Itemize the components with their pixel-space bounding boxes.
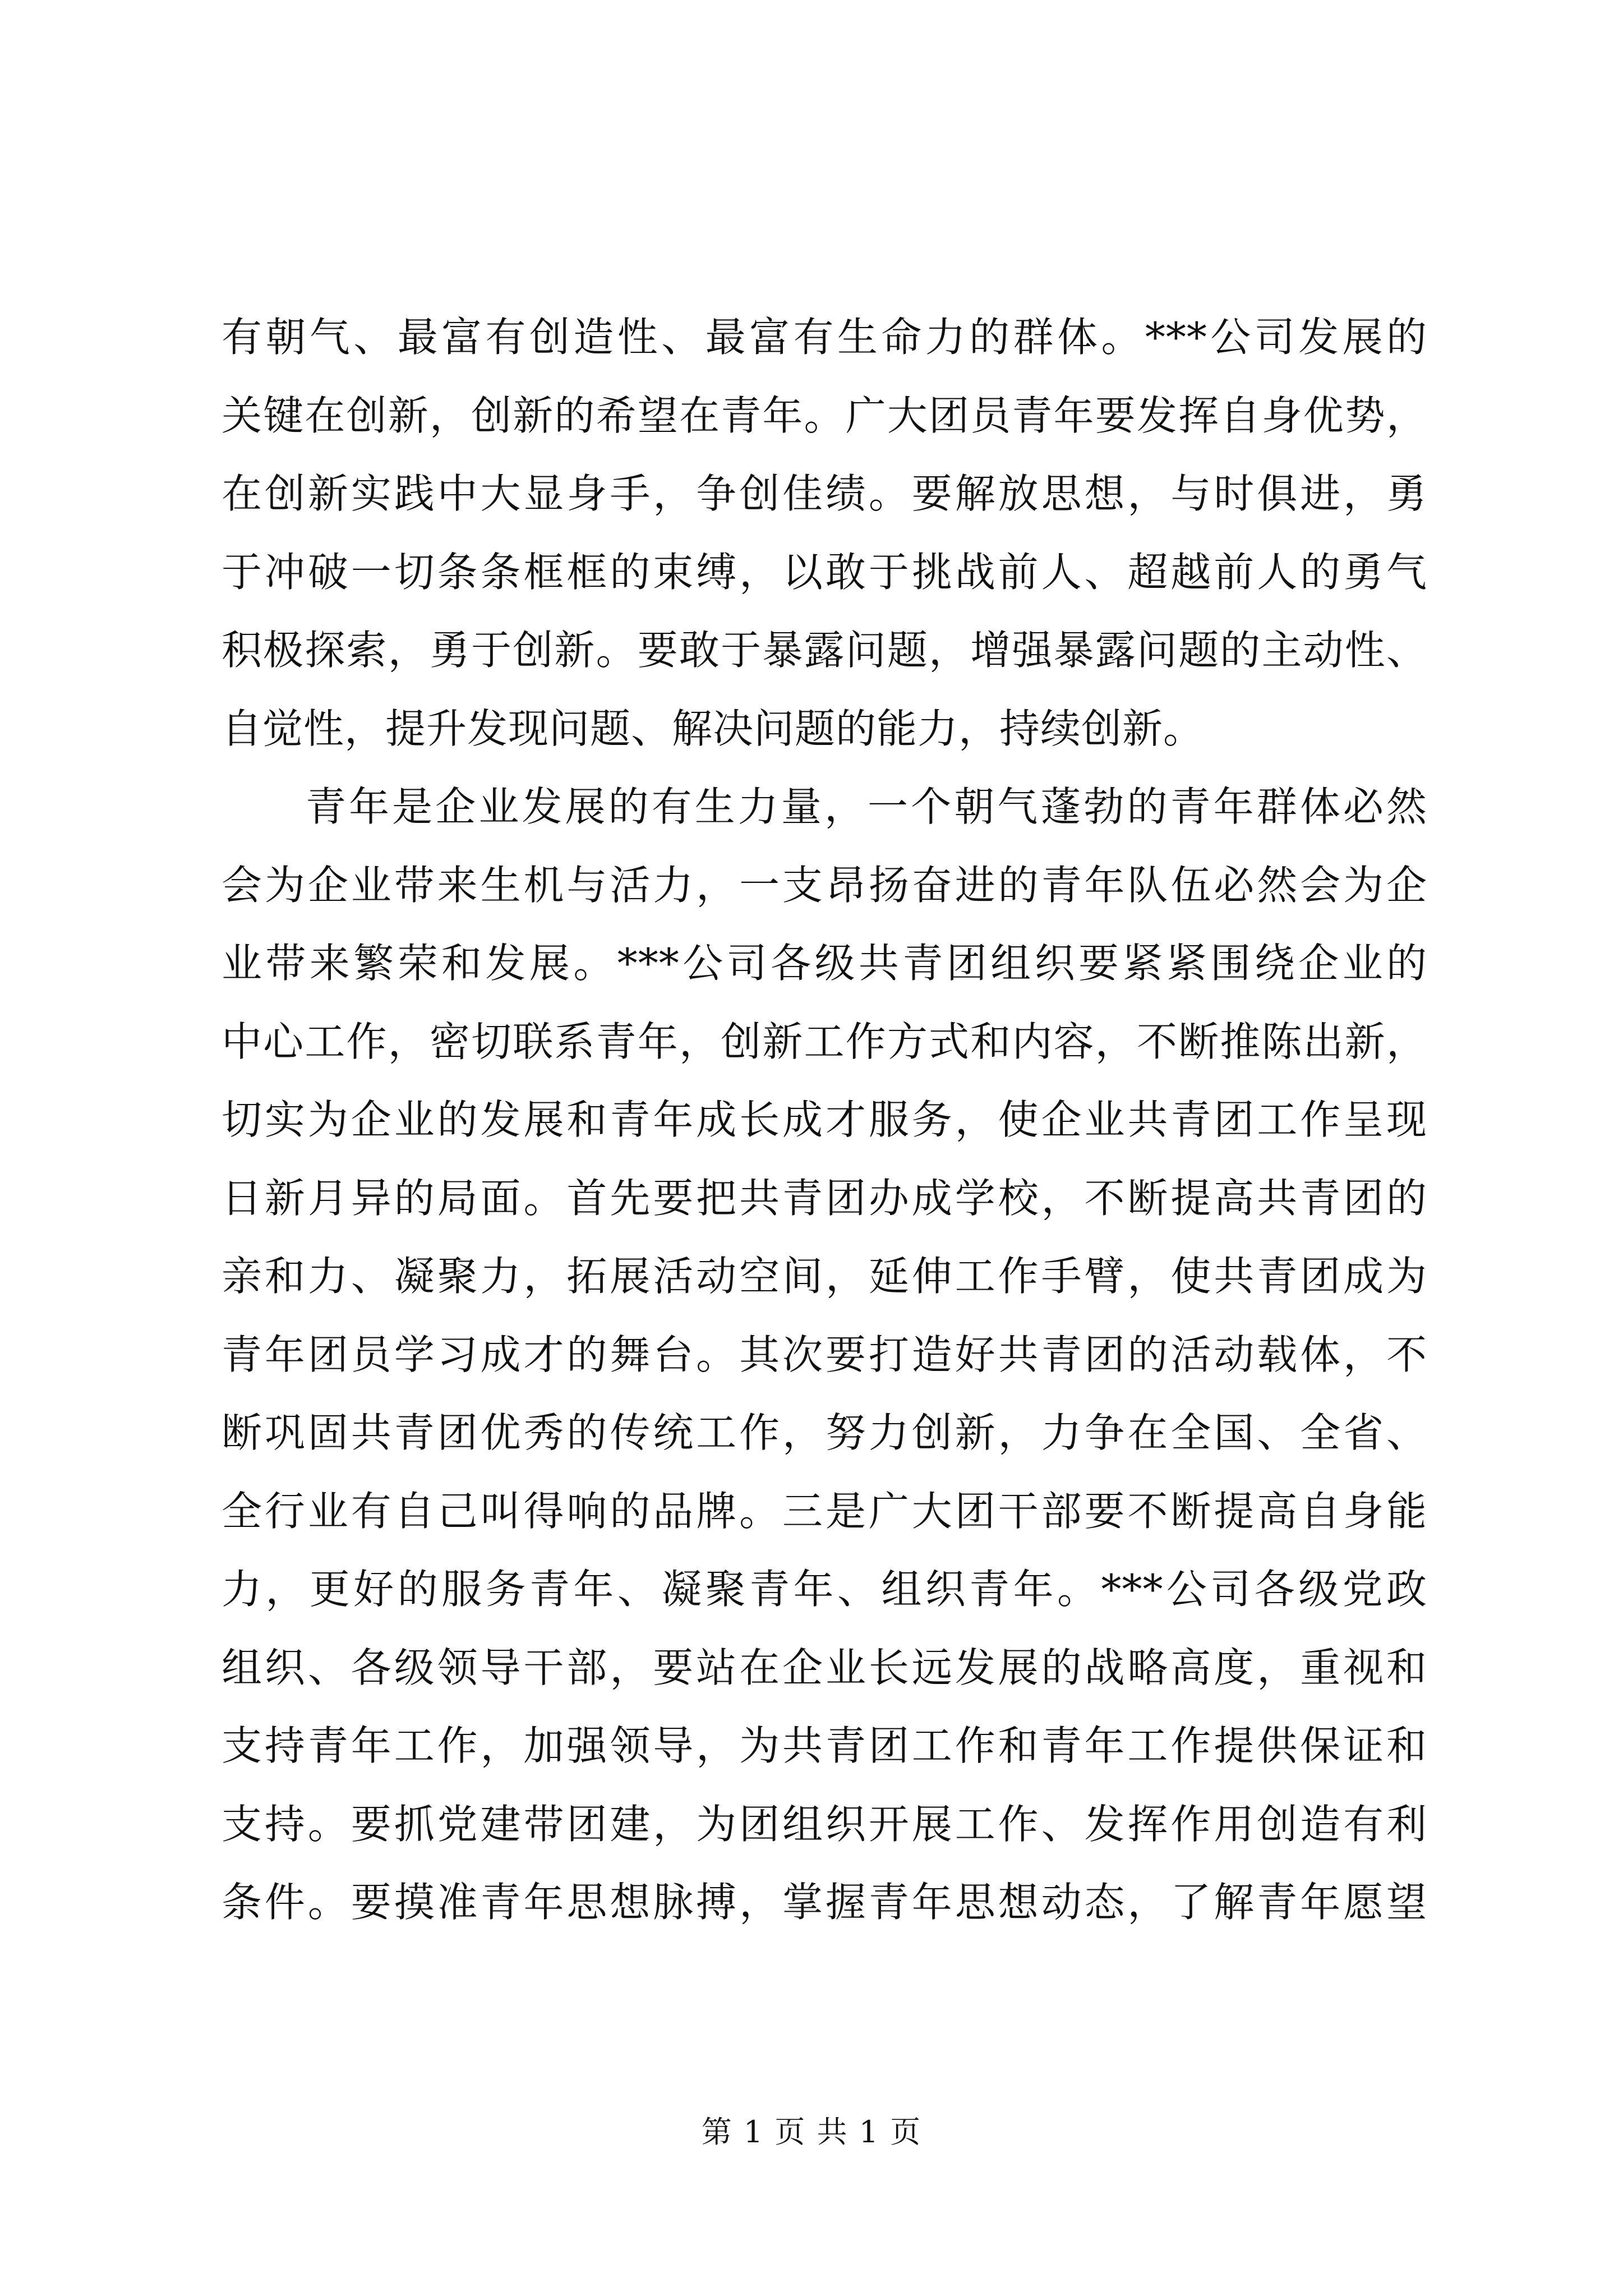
text-line: 青年是企业发展的有生力量，一个朝气蓬勃的青年群体必然 (306, 783, 1427, 830)
text-line: 亲和力、凝聚力，拓展活动空间，延伸工作手臂，使共青团成为 (222, 1253, 1427, 1300)
text-line: 切实为企业的发展和青年成长成才服务，使企业共青团工作呈现 (222, 1096, 1427, 1143)
text-line: 业带来繁荣和发展。***公司各级共青团组织要紧紧围绕企业的 (222, 940, 1427, 987)
paragraph-2 (222, 768, 1427, 1942)
text-line: 关键在创新，创新的希望在青年。广大团员青年要发挥自身优势， (222, 392, 1427, 439)
document-body (222, 298, 1427, 1942)
text-line: 在创新实践中大显身手，争创佳绩。要解放思想，与时俱进，勇 (222, 470, 1427, 517)
text-line: 全行业有自己叫得响的品牌。三是广大团干部要不断提高自身能 (222, 1487, 1427, 1535)
text-line: 支持青年工作，加强领导，为共青团工作和青年工作提供保证和 (222, 1722, 1427, 1769)
page-footer (0, 2108, 1623, 2151)
text-line: 青年团员学习成才的舞台。其次要打造好共青团的活动载体，不 (222, 1331, 1427, 1378)
text-line: 中心工作，密切联系青年，创新工作方式和内容，不断推陈出新， (222, 1018, 1427, 1065)
text-line: 条件。要摸准青年思想脉搏，掌握青年思想动态，了解青年愿望 (222, 1879, 1427, 1926)
text-line: 组织、各级领导干部，要站在企业长远发展的战略高度，重视和 (222, 1644, 1427, 1691)
text-line: 日新月异的局面。首先要把共青团办成学校，不断提高共青团的 (222, 1174, 1427, 1222)
text-line: 会为企业带来生机与活力，一支昂扬奋进的青年队伍必然会为企 (222, 861, 1427, 909)
text-line: 断巩固共青团优秀的传统工作，努力创新，力争在全国、全省、 (222, 1409, 1427, 1456)
text-line: 力，更好的服务青年、凝聚青年、组织青年。***公司各级党政 (222, 1566, 1427, 1613)
text-line: 自觉性，提升发现问题、解决问题的能力，持续创新。 (222, 705, 1205, 752)
text-line: 积极探索，勇于创新。要敢于暴露问题，增强暴露问题的主动性、 (222, 627, 1427, 674)
text-line: 支持。要抓党建带团建，为团组织开展工作、发挥作用创造有利 (222, 1800, 1427, 1848)
text-line: 有朝气、最富有创造性、最富有生命力的群体。***公司发展的 (222, 314, 1427, 361)
paragraph-1 (222, 298, 1427, 768)
text-line: 于冲破一切条条框框的束缚，以敢于挑战前人、超越前人的勇气 (222, 548, 1427, 596)
page-number-label: 第 1 页 共 1 页 (701, 2114, 922, 2150)
